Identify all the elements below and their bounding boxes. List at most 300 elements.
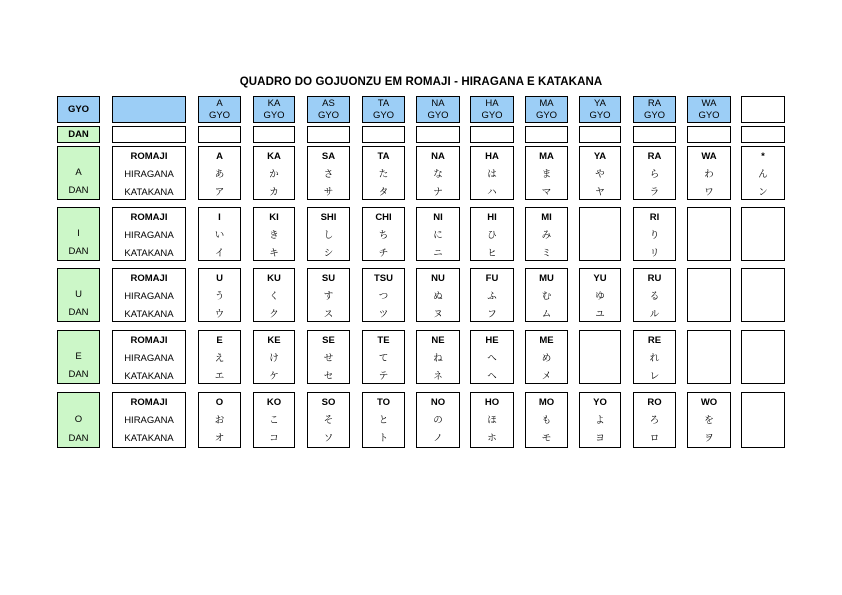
kana-column-box — [579, 146, 621, 200]
gyo-column-name: WA — [701, 98, 717, 109]
dan-suffix: DAN — [68, 369, 89, 380]
romaji-cell: SU — [321, 272, 336, 284]
hiragana-cell: て — [378, 352, 389, 364]
hiragana-cell: ま — [541, 168, 552, 180]
romaji-cell: NI — [433, 211, 443, 223]
type-header-cell — [112, 96, 186, 123]
hiragana-cell: し — [323, 229, 334, 241]
kana-column-box — [470, 330, 514, 384]
romaji-cell: KA — [267, 150, 281, 162]
type-label-katakana: KATAKANA — [124, 370, 174, 382]
gyo-column-name: TA — [377, 98, 390, 109]
katakana-cell — [742, 305, 784, 323]
dan-row-cell — [687, 126, 731, 143]
romaji-cell: RE — [647, 334, 662, 346]
romaji-cell: MU — [539, 272, 554, 284]
katakana-cell: カ — [269, 186, 279, 198]
katakana-cell: モ — [541, 432, 552, 444]
romaji-cell: YA — [593, 150, 607, 162]
hiragana-cell: よ — [595, 414, 605, 426]
katakana-cell: ヘ — [487, 370, 497, 382]
kana-column-box — [198, 330, 241, 384]
kana-column-box — [525, 330, 568, 384]
hiragana-cell: ぬ — [433, 290, 443, 302]
kana-column-box — [470, 392, 514, 448]
katakana-cell: ラ — [649, 186, 660, 198]
dan-vowel: E — [75, 351, 82, 362]
katakana-cell: マ — [541, 186, 552, 198]
gyo-column-header — [253, 96, 295, 123]
romaji-cell: HA — [485, 150, 499, 162]
hiragana-cell: ひ — [487, 229, 497, 241]
hiragana-cell: め — [541, 352, 552, 364]
hiragana-cell: ら — [649, 168, 660, 180]
kana-column-box — [198, 268, 241, 322]
gyo-column-suffix: GYO — [317, 109, 340, 121]
kana-column-box — [198, 146, 241, 200]
dan-row-cell — [579, 126, 621, 143]
hiragana-cell: お — [214, 414, 225, 426]
katakana-cell: リ — [649, 247, 660, 259]
hiragana-cell: も — [541, 414, 552, 426]
type-label-box — [112, 146, 186, 200]
kana-column-box — [687, 330, 731, 384]
katakana-cell: ホ — [487, 432, 497, 444]
dan-row-cell — [633, 126, 676, 143]
katakana-cell: ア — [214, 186, 225, 198]
kana-column-box — [416, 146, 460, 200]
romaji-cell: TA — [377, 150, 390, 162]
romaji-cell: NO — [430, 396, 446, 408]
hiragana-cell — [580, 226, 620, 244]
katakana-cell: ソ — [323, 432, 334, 444]
kana-column-box — [579, 392, 621, 448]
hiragana-cell: う — [214, 290, 225, 302]
gyo-column-name: AS — [322, 98, 335, 109]
katakana-cell: コ — [269, 432, 279, 444]
kana-column-box — [307, 330, 350, 384]
hiragana-cell: え — [214, 352, 225, 364]
kana-column-box — [687, 207, 731, 261]
hiragana-cell: あ — [214, 168, 225, 180]
kana-column-box — [579, 330, 621, 384]
kana-column-box — [741, 330, 785, 384]
katakana-cell: タ — [378, 186, 389, 198]
kana-column-box — [416, 268, 460, 322]
gyo-column-header — [687, 96, 731, 123]
type-label-box — [112, 330, 186, 384]
hiragana-cell: ろ — [649, 414, 660, 426]
romaji-cell: FU — [485, 272, 499, 284]
kana-column-box — [741, 146, 785, 200]
gyo-header-label: GYO — [67, 104, 90, 115]
katakana-cell: ト — [378, 432, 389, 444]
romaji-cell: * — [761, 150, 765, 162]
dan-vowel: A — [75, 167, 82, 178]
romaji-cell: RA — [647, 150, 662, 162]
type-label-hiragana: HIRAGANA — [124, 352, 174, 364]
romaji-cell — [688, 331, 730, 349]
dan-suffix: DAN — [68, 433, 89, 444]
dan-label-cell — [57, 268, 100, 322]
gyo-column-name: YA — [594, 98, 606, 109]
kana-column-box — [362, 392, 405, 448]
type-label-hiragana: HIRAGANA — [124, 414, 174, 426]
dan-label-cell — [57, 392, 100, 448]
katakana-cell: メ — [541, 370, 552, 382]
hiragana-cell: む — [541, 290, 552, 302]
gyo-column-header — [362, 96, 405, 123]
kana-column-box — [416, 392, 460, 448]
katakana-cell: ツ — [378, 308, 389, 320]
hiragana-cell — [742, 226, 784, 244]
hiragana-cell: と — [378, 414, 389, 426]
katakana-cell: テ — [378, 370, 389, 382]
type-label-box — [112, 392, 186, 448]
romaji-cell: SE — [322, 334, 335, 346]
hiragana-cell: み — [541, 229, 552, 241]
romaji-cell: RU — [647, 272, 662, 284]
romaji-cell: SO — [321, 396, 336, 408]
romaji-cell: NA — [431, 150, 445, 162]
hiragana-cell — [688, 287, 730, 305]
romaji-cell: MA — [539, 150, 554, 162]
katakana-cell: ン — [758, 186, 768, 198]
dan-label-cell — [57, 330, 100, 384]
hiragana-cell: ん — [758, 168, 768, 180]
gyo-column-name: HA — [485, 98, 499, 109]
type-label-hiragana: HIRAGANA — [124, 229, 174, 241]
dan-header-cell — [57, 126, 100, 143]
gyo-column-name: RA — [647, 98, 662, 109]
katakana-cell: レ — [649, 370, 660, 382]
kana-column-box — [633, 207, 676, 261]
romaji-cell: KO — [266, 396, 282, 408]
hiragana-cell: に — [433, 229, 443, 241]
gyo-column-name: MA — [539, 98, 554, 109]
romaji-cell: O — [215, 396, 224, 408]
type-label-romaji: ROMAJI — [130, 396, 168, 408]
dan-row-cell — [253, 126, 295, 143]
kana-column-box — [253, 146, 295, 200]
gyo-column-name: KA — [267, 98, 281, 109]
page-title: QUADRO DO GOJUONZU EM ROMAJI - HIRAGANA E KATAKANA — [239, 76, 603, 88]
kana-column-box — [741, 392, 785, 448]
type-label-katakana: KATAKANA — [124, 186, 174, 198]
kana-column-box — [470, 207, 514, 261]
gyo-column-suffix: GYO — [263, 109, 285, 121]
romaji-cell: TSU — [374, 272, 393, 284]
katakana-cell: ナ — [433, 186, 443, 198]
dan-row-cell — [112, 126, 186, 143]
hiragana-cell — [688, 226, 730, 244]
hiragana-cell: さ — [323, 168, 334, 180]
kana-column-box — [579, 207, 621, 261]
katakana-cell: ム — [541, 308, 552, 320]
hiragana-cell: へ — [487, 352, 497, 364]
katakana-cell — [742, 429, 784, 447]
katakana-cell: オ — [214, 432, 225, 444]
gyo-column-header — [579, 96, 621, 123]
romaji-cell: ME — [539, 334, 554, 346]
romaji-cell: WO — [700, 396, 718, 408]
kana-column-box — [525, 207, 568, 261]
hiragana-cell — [742, 349, 784, 367]
katakana-cell: ヲ — [704, 432, 714, 444]
romaji-cell: SHI — [320, 211, 337, 223]
kana-column-box — [633, 392, 676, 448]
romaji-cell: HI — [487, 211, 497, 223]
kana-column-box — [633, 330, 676, 384]
kana-column-box — [633, 146, 676, 200]
katakana-cell — [688, 305, 730, 323]
dan-suffix: DAN — [68, 307, 89, 318]
gyo-column-suffix: GYO — [481, 109, 503, 121]
romaji-cell — [742, 208, 784, 226]
type-label-katakana: KATAKANA — [124, 247, 174, 259]
dan-vowel: U — [75, 289, 82, 300]
kana-column-box — [687, 268, 731, 322]
hiragana-cell: ほ — [487, 414, 497, 426]
kana-column-box — [307, 207, 350, 261]
katakana-cell: ヨ — [595, 432, 605, 444]
kana-column-box — [633, 268, 676, 322]
kana-column-box — [525, 392, 568, 448]
kana-column-box — [741, 207, 785, 261]
romaji-cell: HE — [485, 334, 499, 346]
dan-vowel: O — [74, 414, 83, 425]
katakana-cell: サ — [323, 186, 334, 198]
hiragana-cell: を — [704, 414, 714, 426]
romaji-cell: MO — [538, 396, 555, 408]
romaji-cell: KE — [267, 334, 281, 346]
dan-suffix: DAN — [68, 246, 89, 257]
romaji-cell — [580, 331, 620, 349]
hiragana-cell: わ — [704, 168, 714, 180]
romaji-cell: RI — [649, 211, 660, 223]
romaji-cell: MI — [541, 211, 552, 223]
romaji-cell: HO — [484, 396, 500, 408]
gyo-column-suffix: GYO — [698, 109, 720, 121]
romaji-cell — [580, 208, 620, 226]
katakana-cell — [742, 367, 784, 385]
romaji-cell: YU — [593, 272, 607, 284]
type-label-box — [112, 207, 186, 261]
hiragana-cell: や — [595, 168, 605, 180]
romaji-cell: I — [218, 211, 221, 223]
katakana-cell: ク — [269, 308, 279, 320]
type-label-romaji: ROMAJI — [130, 211, 168, 223]
hiragana-cell: れ — [649, 352, 660, 364]
hiragana-cell: ね — [433, 352, 443, 364]
romaji-cell: TE — [377, 334, 390, 346]
romaji-cell: U — [216, 272, 223, 284]
katakana-cell: フ — [487, 308, 497, 320]
hiragana-cell: け — [269, 352, 279, 364]
romaji-cell: E — [216, 334, 223, 346]
gyo-column-name: NA — [431, 98, 445, 109]
dan-row-cell — [198, 126, 241, 143]
katakana-cell: ロ — [649, 432, 660, 444]
kana-column-box — [416, 207, 460, 261]
hiragana-cell: そ — [323, 414, 334, 426]
dan-row-cell — [307, 126, 350, 143]
katakana-cell: ニ — [433, 247, 443, 259]
gyo-column-header — [633, 96, 676, 123]
hiragana-cell: せ — [323, 352, 334, 364]
romaji-cell — [688, 208, 730, 226]
romaji-cell: KI — [269, 211, 279, 223]
katakana-cell: シ — [323, 247, 334, 259]
kana-column-box — [362, 330, 405, 384]
hiragana-cell: く — [269, 290, 279, 302]
romaji-cell — [742, 393, 784, 411]
dan-vowel: I — [77, 228, 80, 239]
type-label-katakana: KATAKANA — [124, 432, 174, 444]
katakana-cell: ヤ — [595, 186, 605, 198]
hiragana-cell: か — [269, 168, 279, 180]
gyo-column-header — [416, 96, 460, 123]
kana-column-box — [198, 207, 241, 261]
hiragana-cell: ゆ — [595, 290, 605, 302]
hiragana-cell: の — [433, 414, 443, 426]
katakana-cell — [580, 244, 620, 262]
hiragana-cell: つ — [378, 290, 389, 302]
romaji-cell: KU — [267, 272, 281, 284]
kana-column-box — [362, 207, 405, 261]
katakana-cell: ミ — [541, 247, 552, 259]
dan-label-cell — [57, 146, 100, 200]
romaji-cell: TO — [376, 396, 391, 408]
katakana-cell: セ — [323, 370, 334, 382]
gyo-column-suffix: GYO — [535, 109, 558, 121]
hiragana-cell: き — [269, 229, 279, 241]
gyo-column-suffix: GYO — [208, 109, 231, 121]
katakana-cell: ス — [323, 308, 334, 320]
hiragana-cell — [580, 349, 620, 367]
katakana-cell: チ — [378, 247, 389, 259]
gyo-column-suffix: GYO — [643, 109, 666, 121]
kana-column-box — [307, 146, 350, 200]
katakana-cell: キ — [269, 247, 279, 259]
dan-row-cell — [525, 126, 568, 143]
dan-row-cell — [470, 126, 514, 143]
katakana-cell: ヌ — [433, 308, 443, 320]
hiragana-cell — [688, 349, 730, 367]
type-label-hiragana: HIRAGANA — [124, 290, 174, 302]
kana-column-box — [525, 268, 568, 322]
katakana-cell: エ — [214, 370, 225, 382]
romaji-cell: CHI — [375, 211, 392, 223]
katakana-cell: ネ — [433, 370, 443, 382]
romaji-cell — [688, 269, 730, 287]
kana-column-box — [579, 268, 621, 322]
romaji-cell: NE — [431, 334, 445, 346]
dan-header-label: DAN — [68, 129, 89, 140]
gyo-column-header — [525, 96, 568, 123]
katakana-cell — [580, 367, 620, 385]
romaji-cell: NU — [431, 272, 445, 284]
katakana-cell: ウ — [214, 308, 225, 320]
hiragana-cell: り — [649, 229, 660, 241]
type-label-romaji: ROMAJI — [130, 150, 168, 162]
type-label-romaji: ROMAJI — [130, 334, 168, 346]
gyo-column-name: A — [216, 98, 223, 109]
kana-column-box — [470, 268, 514, 322]
hiragana-cell: い — [214, 229, 225, 241]
gyo-column-header — [307, 96, 350, 123]
hiragana-cell: は — [487, 168, 497, 180]
kana-column-box — [416, 330, 460, 384]
kana-column-box — [687, 146, 731, 200]
kana-column-box — [470, 146, 514, 200]
kana-column-box — [525, 146, 568, 200]
kana-column-box — [253, 207, 295, 261]
hiragana-cell: た — [378, 168, 389, 180]
hiragana-cell: な — [433, 168, 443, 180]
katakana-cell: ル — [649, 308, 660, 320]
dan-suffix: DAN — [68, 185, 89, 196]
katakana-cell: ワ — [704, 186, 714, 198]
katakana-cell: ケ — [269, 370, 279, 382]
romaji-cell: SA — [321, 150, 336, 162]
gyo-header-cell — [57, 96, 100, 123]
dan-row-cell — [362, 126, 405, 143]
hiragana-cell: る — [649, 290, 660, 302]
katakana-cell — [688, 244, 730, 262]
kana-column-box — [741, 268, 785, 322]
gyo-column-header — [470, 96, 514, 123]
katakana-cell — [742, 244, 784, 262]
dan-label-cell — [57, 207, 100, 261]
extra-header-cell — [741, 96, 785, 123]
katakana-cell: ユ — [595, 308, 605, 320]
hiragana-cell: ち — [378, 229, 389, 241]
katakana-cell: ヒ — [487, 247, 497, 259]
hiragana-cell: す — [323, 290, 334, 302]
type-label-romaji: ROMAJI — [130, 272, 168, 284]
romaji-cell: RO — [647, 396, 662, 408]
gyo-column-suffix: GYO — [427, 109, 449, 121]
katakana-cell — [688, 367, 730, 385]
kana-column-box — [253, 330, 295, 384]
gyo-column-suffix: GYO — [589, 109, 611, 121]
gyo-column-suffix: GYO — [372, 109, 395, 121]
gyo-column-header — [198, 96, 241, 123]
romaji-cell — [742, 331, 784, 349]
type-label-box — [112, 268, 186, 322]
kana-column-box — [198, 392, 241, 448]
romaji-cell: WA — [701, 150, 717, 162]
hiragana-cell — [742, 287, 784, 305]
hiragana-cell: こ — [269, 414, 279, 426]
katakana-cell: イ — [214, 247, 225, 259]
kana-column-box — [307, 392, 350, 448]
kana-column-box — [362, 268, 405, 322]
katakana-cell: ハ — [487, 186, 497, 198]
kana-column-box — [362, 146, 405, 200]
dan-row-cell — [416, 126, 460, 143]
dan-row-cell — [741, 126, 785, 143]
kana-column-box — [307, 268, 350, 322]
kana-column-box — [253, 392, 295, 448]
hiragana-cell: ふ — [487, 290, 497, 302]
hiragana-cell — [742, 411, 784, 429]
katakana-cell: ノ — [433, 432, 443, 444]
romaji-cell: YO — [593, 396, 607, 408]
type-label-katakana: KATAKANA — [124, 308, 174, 320]
romaji-cell: A — [216, 150, 223, 162]
